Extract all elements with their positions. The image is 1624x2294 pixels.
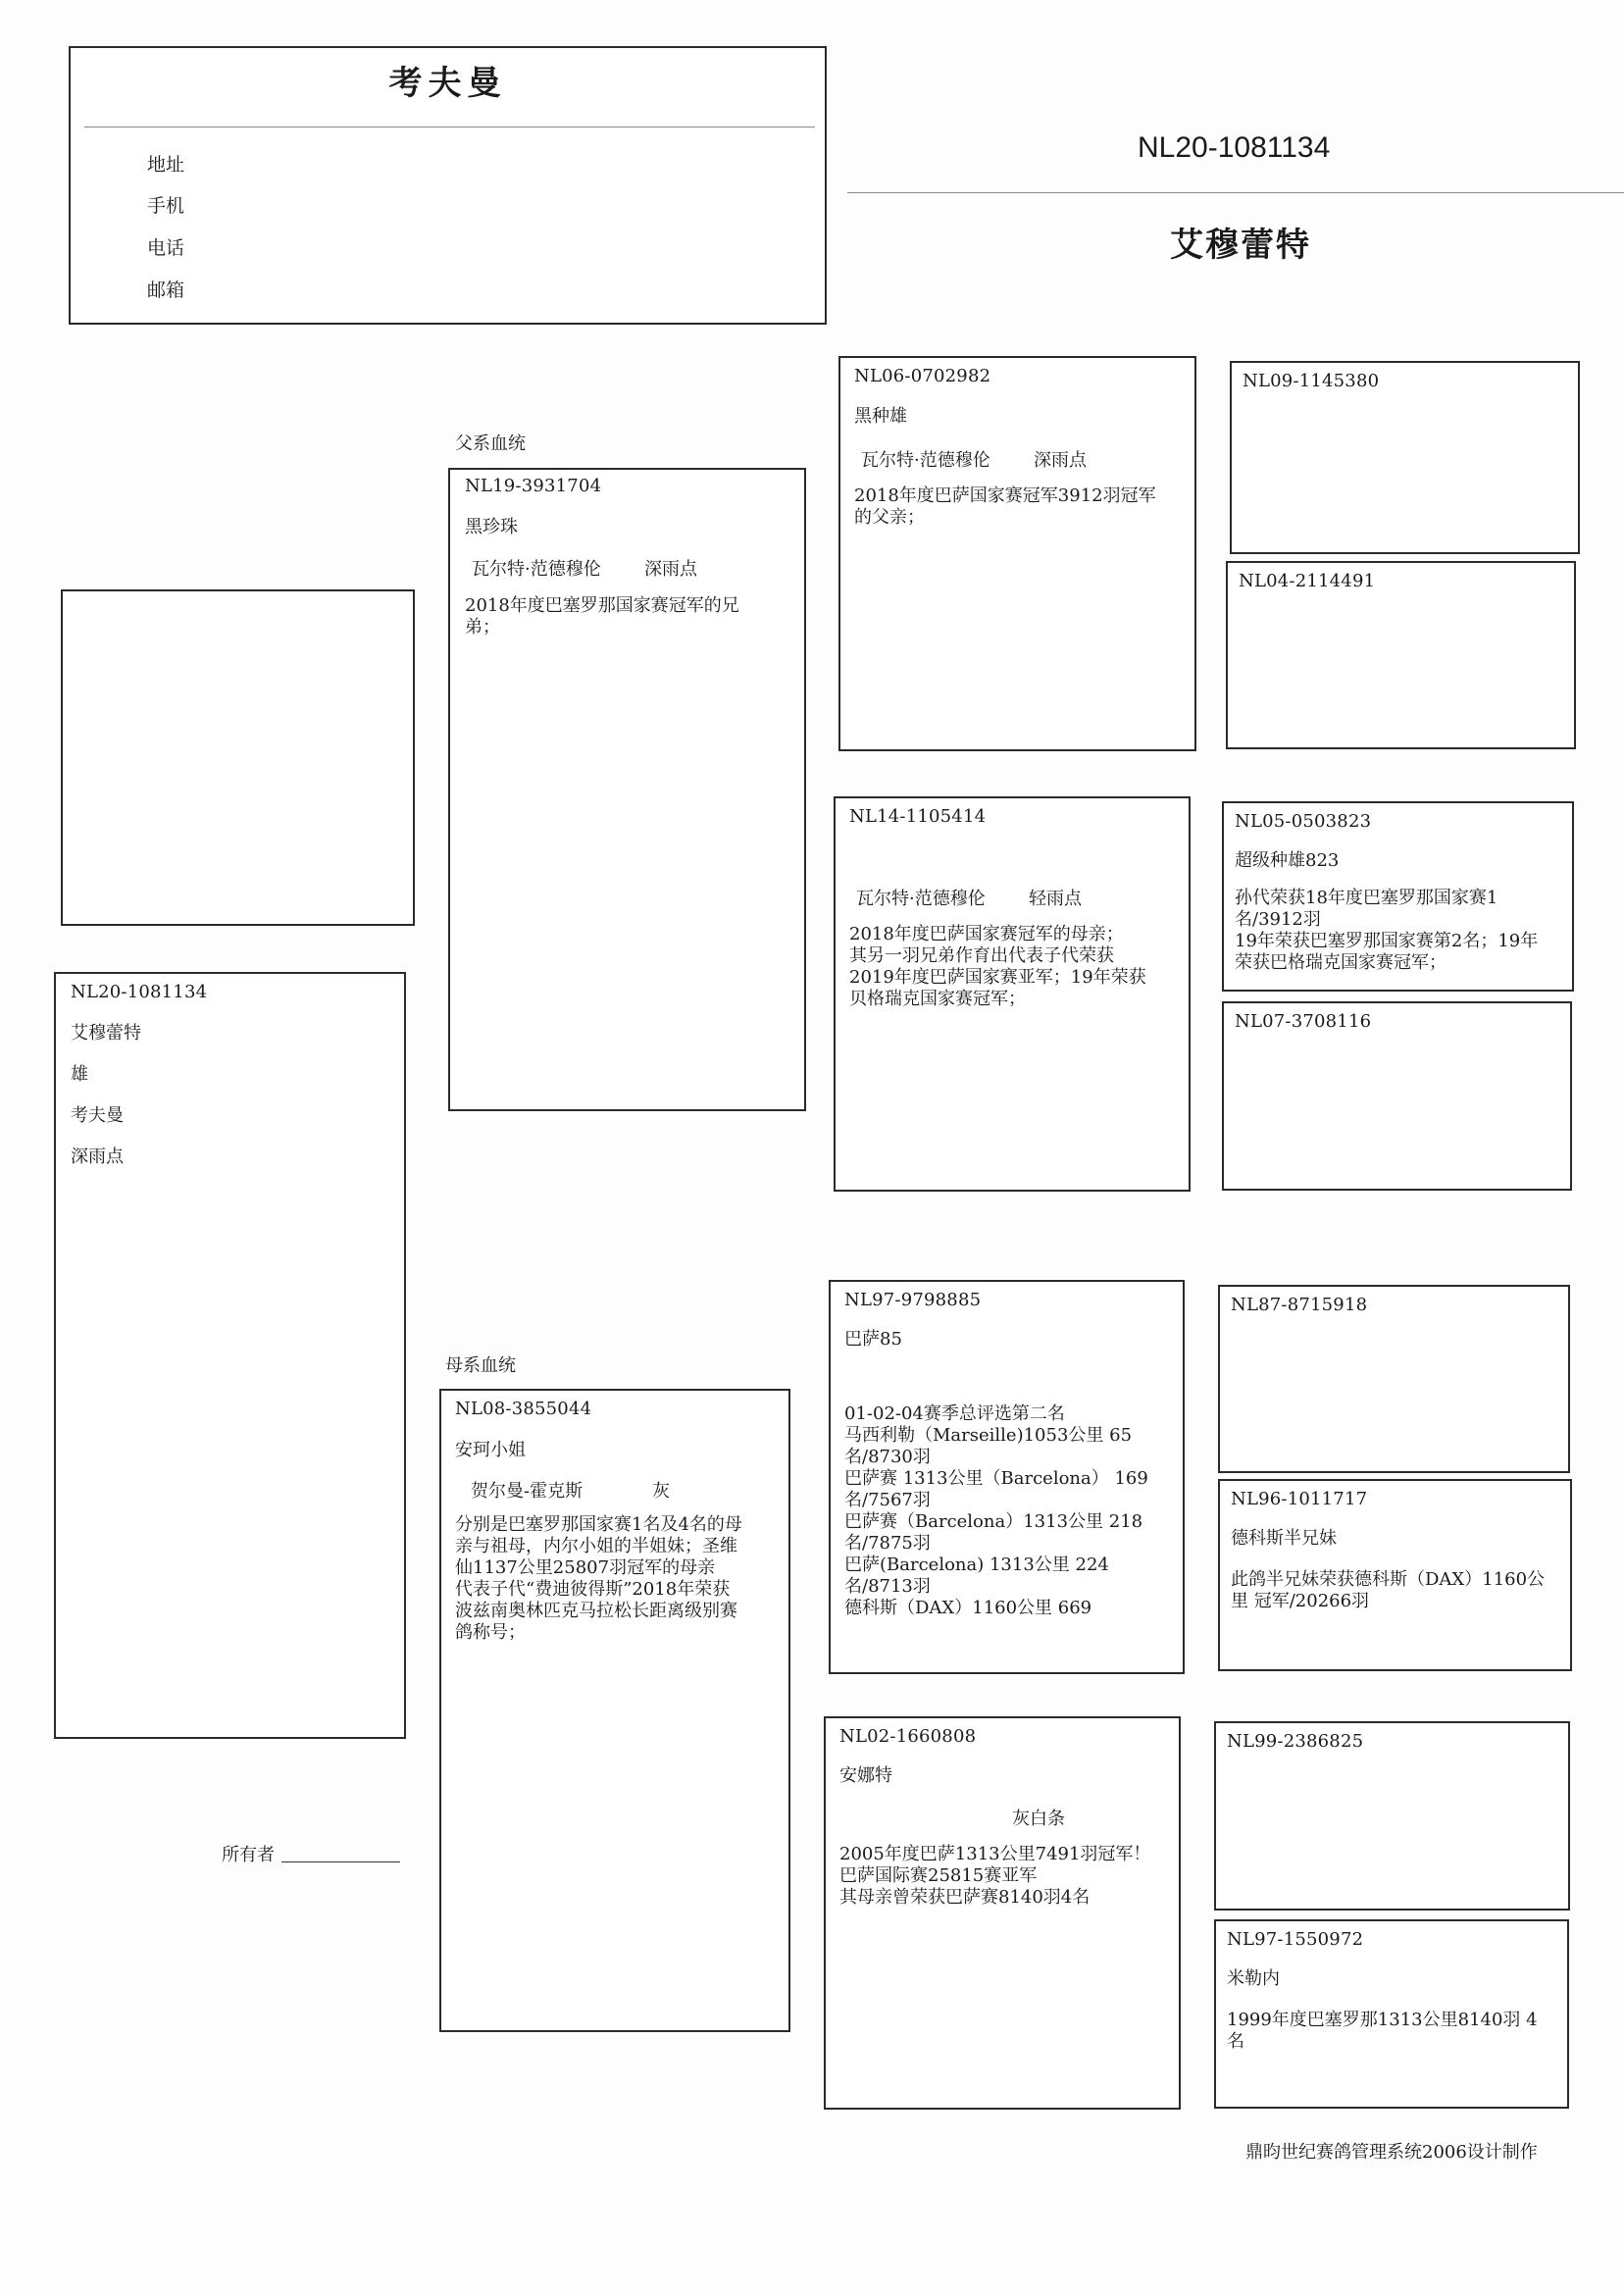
dsd-ring: NL96-1011717 [1231, 1489, 1368, 1509]
sds-ring: NL05-0503823 [1235, 811, 1372, 832]
sire-sire-name: 黑种雄 [854, 406, 907, 427]
sire-box [448, 468, 806, 1111]
dss-box [1218, 1285, 1570, 1473]
dam-ring: NL08-3855044 [455, 1399, 592, 1419]
footer-credit: 鼎昀世纪赛鸽管理系统2006设计制作 [1245, 2142, 1538, 2163]
photo-box [61, 589, 415, 926]
mobile-label: 手机 [147, 195, 185, 217]
subject-name: 艾穆蕾特 [71, 1023, 141, 1044]
subject-box [54, 972, 406, 1739]
dam-dam-box [824, 1716, 1181, 2110]
address-label: 地址 [147, 154, 185, 176]
owner-box [69, 46, 827, 325]
dam-sire-box [829, 1280, 1185, 1674]
sire-color: 深雨点 [644, 559, 697, 580]
sdd-box [1222, 1001, 1572, 1191]
sire-name: 黑珍珠 [465, 517, 518, 537]
subject-ring: NL20-1081134 [71, 982, 208, 1002]
sire-ring: NL19-3931704 [465, 476, 602, 496]
sds-box [1222, 801, 1574, 992]
ddd-ring: NL97-1550972 [1227, 1929, 1364, 1950]
sire-dam-color: 轻雨点 [1029, 889, 1082, 909]
dss-ring: NL87-8715918 [1231, 1295, 1368, 1315]
ssd-ring: NL04-2114491 [1239, 571, 1376, 591]
ddd-box [1214, 1919, 1569, 2109]
sds-notes: 孙代荣获18年度巴塞罗那国家赛1 名/3912羽 19年荣获巴塞罗那国家赛第2名；19年 荣获巴格瑞克国家赛冠军； [1235, 888, 1539, 973]
sire-dam-ring: NL14-1105414 [849, 806, 987, 827]
dam-sire-notes: 01-02-04赛季总评选第二名 马西利勒（Marseille)1053公里 65 名/8730羽 巴萨赛 1313公里（Barcelona） 169 名/7567羽 巴萨赛（Barcelona）1313公里 218 名/7875羽 巴萨(Barcelona) 1313公里 224 名/8713羽 德科斯（DAX）1160公里 669 [844, 1403, 1148, 1618]
sire-strain: 瓦尔特·范德穆伦 [472, 559, 601, 580]
phone-label: 电话 [147, 237, 185, 259]
owner-name: 考夫曼 [388, 64, 507, 103]
sire-section-label: 父系血统 [455, 433, 526, 454]
sss-box [1230, 361, 1580, 554]
dam-dam-color: 灰白条 [1012, 1809, 1065, 1829]
owner-line-label: 所有者 [222, 1845, 275, 1865]
email-label: 邮箱 [147, 280, 185, 301]
dam-box [439, 1389, 790, 2032]
sire-sire-strain: 瓦尔特·范德穆伦 [861, 450, 990, 471]
sire-sire-notes: 2018年度巴萨国家赛冠军3912羽冠军 的父亲； [854, 485, 1156, 528]
sdd-ring: NL07-3708116 [1235, 1011, 1372, 1032]
dam-sire-name: 巴萨85 [844, 1329, 902, 1350]
sss-ring: NL09-1145380 [1243, 371, 1380, 391]
header-ring: NL20-1081134 [1138, 131, 1331, 164]
header-divider [847, 192, 1624, 193]
sire-dam-notes: 2018年度巴萨国家赛冠军的母亲； 其另一羽兄弟作育出代表子代荣获 2019年度巴萨国家赛亚军；19年荣获 贝格瑞克国家赛冠军； [849, 924, 1146, 1009]
subject-color: 深雨点 [71, 1147, 124, 1167]
sds-name: 超级种雄823 [1235, 850, 1340, 871]
dam-dam-name: 安娜特 [839, 1765, 892, 1786]
subject-breeder: 考夫曼 [71, 1105, 124, 1126]
dam-notes: 分别是巴塞罗那国家赛1名及4名的母 亲与祖母，内尔小姐的半姐妹；圣维 仙1137公里25807羽冠军的母亲 代表子代“费迪彼得斯”2018年荣获 波兹南奥林匹克马拉松长距离级别赛 鸽称号； [455, 1514, 742, 1643]
header-name: 艾穆蕾特 [1170, 226, 1311, 265]
dds-ring: NL99-2386825 [1227, 1731, 1364, 1752]
dam-dam-notes: 2005年度巴萨1313公里7491羽冠军！ 巴萨国际赛25815赛亚军 其母亲曾荣获巴萨赛8140羽4名 [839, 1844, 1151, 1908]
sire-sire-color: 深雨点 [1034, 450, 1087, 471]
owner-line [281, 1861, 400, 1862]
dds-box [1214, 1721, 1570, 1911]
subject-sex: 雄 [71, 1064, 88, 1085]
sire-dam-strain: 瓦尔特·范德穆伦 [856, 889, 986, 909]
dam-strain: 贺尔曼-霍克斯 [471, 1481, 584, 1502]
sire-notes: 2018年度巴塞罗那国家赛冠军的兄 弟； [465, 595, 739, 637]
ddd-name: 米勒内 [1227, 1968, 1280, 1989]
ddd-notes: 1999年度巴塞罗那1313公里8140羽 4 名 [1227, 2010, 1538, 2052]
ssd-box [1226, 561, 1576, 749]
dsd-name: 德科斯半兄妹 [1231, 1528, 1337, 1549]
dam-color: 灰 [652, 1481, 670, 1502]
sire-sire-ring: NL06-0702982 [854, 366, 991, 386]
dsd-notes: 此鸽半兄妹荣获德科斯（DAX）1160公 里 冠军/20266羽 [1231, 1569, 1546, 1611]
dam-name: 安珂小姐 [455, 1440, 526, 1460]
dam-sire-ring: NL97-9798885 [844, 1290, 982, 1310]
dam-dam-ring: NL02-1660808 [839, 1726, 977, 1747]
sire-dam-box [834, 796, 1191, 1192]
dsd-box [1218, 1479, 1572, 1671]
dam-section-label: 母系血统 [445, 1355, 516, 1376]
sire-sire-box [838, 356, 1196, 751]
